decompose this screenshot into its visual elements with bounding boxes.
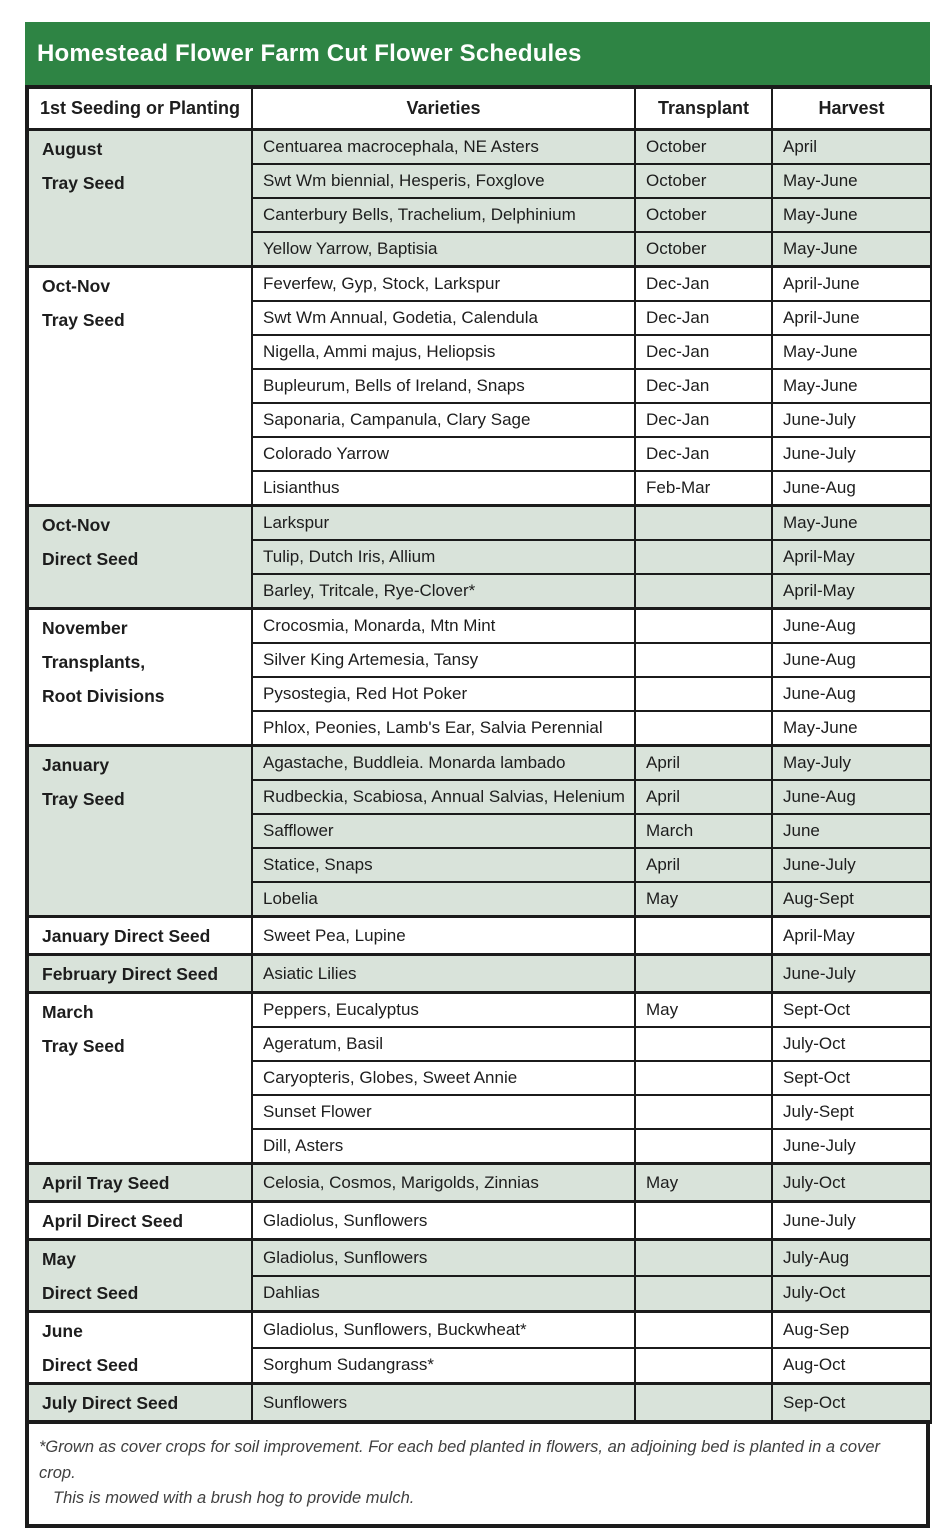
transplant-cell [635,1384,772,1423]
transplant-cell: Dec-Jan [635,437,772,471]
harvest-cell: Aug-Sept [772,882,932,917]
varieties-cell: Silver King Artemesia, Tansy [252,643,635,677]
transplant-cell: April [635,746,772,781]
table-row [27,746,932,781]
harvest-cell: April-May [772,917,932,955]
schedule-table-body [27,130,932,1423]
varieties-cell: Sweet Pea, Lupine [252,917,635,955]
varieties-cell: Statice, Snaps [252,848,635,882]
table-row [27,993,932,1028]
varieties-cell: Caryopteris, Globes, Sweet Annie [252,1061,635,1095]
seeding-label-line: July Direct Seed [42,1393,179,1413]
seeding-label-cell [27,746,252,917]
transplant-cell [635,609,772,644]
varieties-cell: Nigella, Ammi majus, Heliopsis [252,335,635,369]
harvest-cell: June-July [772,437,932,471]
seeding-label-line: Tray Seed [42,173,125,193]
varieties-cell: Sunflowers [252,1384,635,1423]
table-row [27,1202,932,1240]
varieties-cell: Swt Wm biennial, Hesperis, Foxglove [252,164,635,198]
table-row [27,130,932,165]
footnote-line-2: This is mowed with a brush hog to provide mulch. [53,1489,415,1508]
page-title: Homestead Flower Farm Cut Flower Schedules [37,39,582,67]
transplant-cell: March [635,814,772,848]
seeding-label-cell [27,917,252,955]
table-row [27,917,932,955]
transplant-cell: May [635,1164,772,1202]
seeding-label-line: Tray Seed [42,310,125,330]
seeding-label-line: May [42,1249,77,1269]
transplant-cell [635,1129,772,1164]
transplant-cell [635,643,772,677]
table-row [27,1312,932,1348]
harvest-cell: May-June [772,369,932,403]
transplant-cell: October [635,198,772,232]
transplant-cell: Dec-Jan [635,335,772,369]
transplant-cell [635,1061,772,1095]
transplant-cell [635,677,772,711]
transplant-cell: Feb-Mar [635,471,772,506]
harvest-cell: Sept-Oct [772,1061,932,1095]
seeding-label-cell [27,506,252,609]
transplant-cell: April [635,780,772,814]
harvest-cell: April-May [772,540,932,574]
harvest-cell: June-July [772,1129,932,1164]
seeding-label-line: August [42,139,103,159]
harvest-cell: May-July [772,746,932,781]
varieties-cell: Larkspur [252,506,635,541]
varieties-cell: Feverfew, Gyp, Stock, Larkspur [252,267,635,302]
column-header-harvest: Harvest [772,87,932,130]
transplant-cell: May [635,882,772,917]
harvest-cell: Aug-Oct [772,1348,932,1384]
seeding-label-line: January Direct Seed [42,926,211,946]
varieties-cell: Yellow Yarrow, Baptisia [252,232,635,267]
transplant-cell [635,574,772,609]
seeding-label-line: January [42,755,110,775]
transplant-cell: October [635,130,772,165]
seeding-label-line: April Tray Seed [42,1173,170,1193]
varieties-cell: Lisianthus [252,471,635,506]
table-row [27,1240,932,1276]
harvest-cell: April [772,130,932,165]
harvest-cell: June-Aug [772,471,932,506]
varieties-cell: Ageratum, Basil [252,1027,635,1061]
transplant-cell [635,1240,772,1276]
column-header-transplant: Transplant [635,87,772,130]
harvest-cell: June-July [772,403,932,437]
harvest-cell: June-Aug [772,643,932,677]
seeding-label-line: Root Divisions [42,686,165,706]
harvest-cell: Sep-Oct [772,1384,932,1423]
schedule-table [25,85,932,1424]
harvest-cell: June-July [772,1202,932,1240]
seeding-label-cell [27,130,252,267]
seeding-label-cell [27,1384,252,1423]
harvest-cell: June-July [772,955,932,993]
column-header-seeding: 1st Seeding or Planting [27,87,252,130]
varieties-cell: Canterbury Bells, Trachelium, Delphinium [252,198,635,232]
harvest-cell: July-Aug [772,1240,932,1276]
harvest-cell: Sept-Oct [772,993,932,1028]
transplant-cell: Dec-Jan [635,267,772,302]
table-row [27,955,932,993]
transplant-cell [635,1276,772,1312]
seeding-label-cell [27,267,252,506]
harvest-cell: May-June [772,335,932,369]
varieties-cell: Lobelia [252,882,635,917]
seeding-label-line: Direct Seed [42,1355,139,1375]
seeding-label-cell [27,1202,252,1240]
table-row [27,506,932,541]
transplant-cell: October [635,232,772,267]
harvest-cell: July-Sept [772,1095,932,1129]
header-row [27,87,932,130]
varieties-cell: Sorghum Sudangrass* [252,1348,635,1384]
seeding-label-cell [27,1164,252,1202]
harvest-cell: April-May [772,574,932,609]
transplant-cell: Dec-Jan [635,301,772,335]
seeding-label-cell [27,993,252,1164]
varieties-cell: Barley, Tritcale, Rye-Clover* [252,574,635,609]
table-row [27,609,932,644]
seeding-label-line: Tray Seed [42,1036,125,1056]
seeding-label-cell [27,609,252,746]
varieties-cell: Centuarea macrocephala, NE Asters [252,130,635,165]
seeding-label-line: Direct Seed [42,1283,139,1303]
harvest-cell: Aug-Sep [772,1312,932,1348]
table-row [27,1164,932,1202]
varieties-cell: Pysostegia, Red Hot Poker [252,677,635,711]
title-band [25,22,930,85]
varieties-cell: Agastache, Buddleia. Monarda lambado [252,746,635,781]
transplant-cell: May [635,993,772,1028]
transplant-cell [635,540,772,574]
transplant-cell: Dec-Jan [635,369,772,403]
transplant-cell: April [635,848,772,882]
seeding-label-line: April Direct Seed [42,1211,184,1231]
varieties-cell: Gladiolus, Sunflowers, Buckwheat* [252,1312,635,1348]
varieties-cell: Gladiolus, Sunflowers [252,1202,635,1240]
harvest-cell: May-June [772,711,932,746]
varieties-cell: Asiatic Lilies [252,955,635,993]
table-row [27,1384,932,1423]
varieties-cell: Peppers, Eucalyptus [252,993,635,1028]
varieties-cell: Phlox, Peonies, Lamb's Ear, Salvia Perennial [252,711,635,746]
seeding-label-line: Transplants, [42,652,146,672]
varieties-cell: Rudbeckia, Scabiosa, Annual Salvias, Helenium [252,780,635,814]
footnote-line-1: *Grown as cover crops for soil improvement. For each bed planted in flowers, an adjoining bed is planted in a cover crop. [39,1438,881,1482]
transplant-cell [635,711,772,746]
varieties-cell: Gladiolus, Sunflowers [252,1240,635,1276]
transplant-cell [635,1348,772,1384]
transplant-cell [635,917,772,955]
harvest-cell: June-July [772,848,932,882]
varieties-cell: Saponaria, Campanula, Clary Sage [252,403,635,437]
seeding-label-cell [27,1240,252,1312]
harvest-cell: April-June [772,267,932,302]
seeding-label-line: Oct-Nov [42,276,111,296]
varieties-cell: Colorado Yarrow [252,437,635,471]
varieties-cell: Celosia, Cosmos, Marigolds, Zinnias [252,1164,635,1202]
seeding-label-line: Tray Seed [42,789,125,809]
varieties-cell: Dahlias [252,1276,635,1312]
transplant-cell [635,1202,772,1240]
transplant-cell [635,506,772,541]
harvest-cell: July-Oct [772,1027,932,1061]
footnote [25,1424,930,1528]
column-header-varieties: Varieties [252,87,635,130]
transplant-cell: Dec-Jan [635,403,772,437]
transplant-cell [635,955,772,993]
harvest-cell: May-June [772,164,932,198]
harvest-cell: July-Oct [772,1276,932,1312]
table-header [27,87,932,130]
harvest-cell: June-Aug [772,609,932,644]
varieties-cell: Crocosmia, Monarda, Mtn Mint [252,609,635,644]
transplant-cell [635,1095,772,1129]
harvest-cell: June-Aug [772,677,932,711]
harvest-cell: April-June [772,301,932,335]
seeding-label-line: November [42,618,128,638]
varieties-cell: Safflower [252,814,635,848]
seeding-label-line: Oct-Nov [42,515,111,535]
seeding-label-line: March [42,1002,94,1022]
transplant-cell [635,1312,772,1348]
varieties-cell: Swt Wm Annual, Godetia, Calendula [252,301,635,335]
seeding-label-cell [27,1312,252,1384]
varieties-cell: Bupleurum, Bells of Ireland, Snaps [252,369,635,403]
transplant-cell: October [635,164,772,198]
seeding-label-line: Direct Seed [42,549,139,569]
harvest-cell: June-Aug [772,780,932,814]
seeding-label-line: February Direct Seed [42,964,219,984]
transplant-cell [635,1027,772,1061]
harvest-cell: May-June [772,232,932,267]
seeding-label-line: June [42,1321,83,1341]
varieties-cell: Dill, Asters [252,1129,635,1164]
harvest-cell: May-June [772,198,932,232]
schedule-document [25,22,930,1528]
table-row [27,267,932,302]
varieties-cell: Tulip, Dutch Iris, Allium [252,540,635,574]
harvest-cell: May-June [772,506,932,541]
harvest-cell: June [772,814,932,848]
harvest-cell: July-Oct [772,1164,932,1202]
seeding-label-cell [27,955,252,993]
varieties-cell: Sunset Flower [252,1095,635,1129]
